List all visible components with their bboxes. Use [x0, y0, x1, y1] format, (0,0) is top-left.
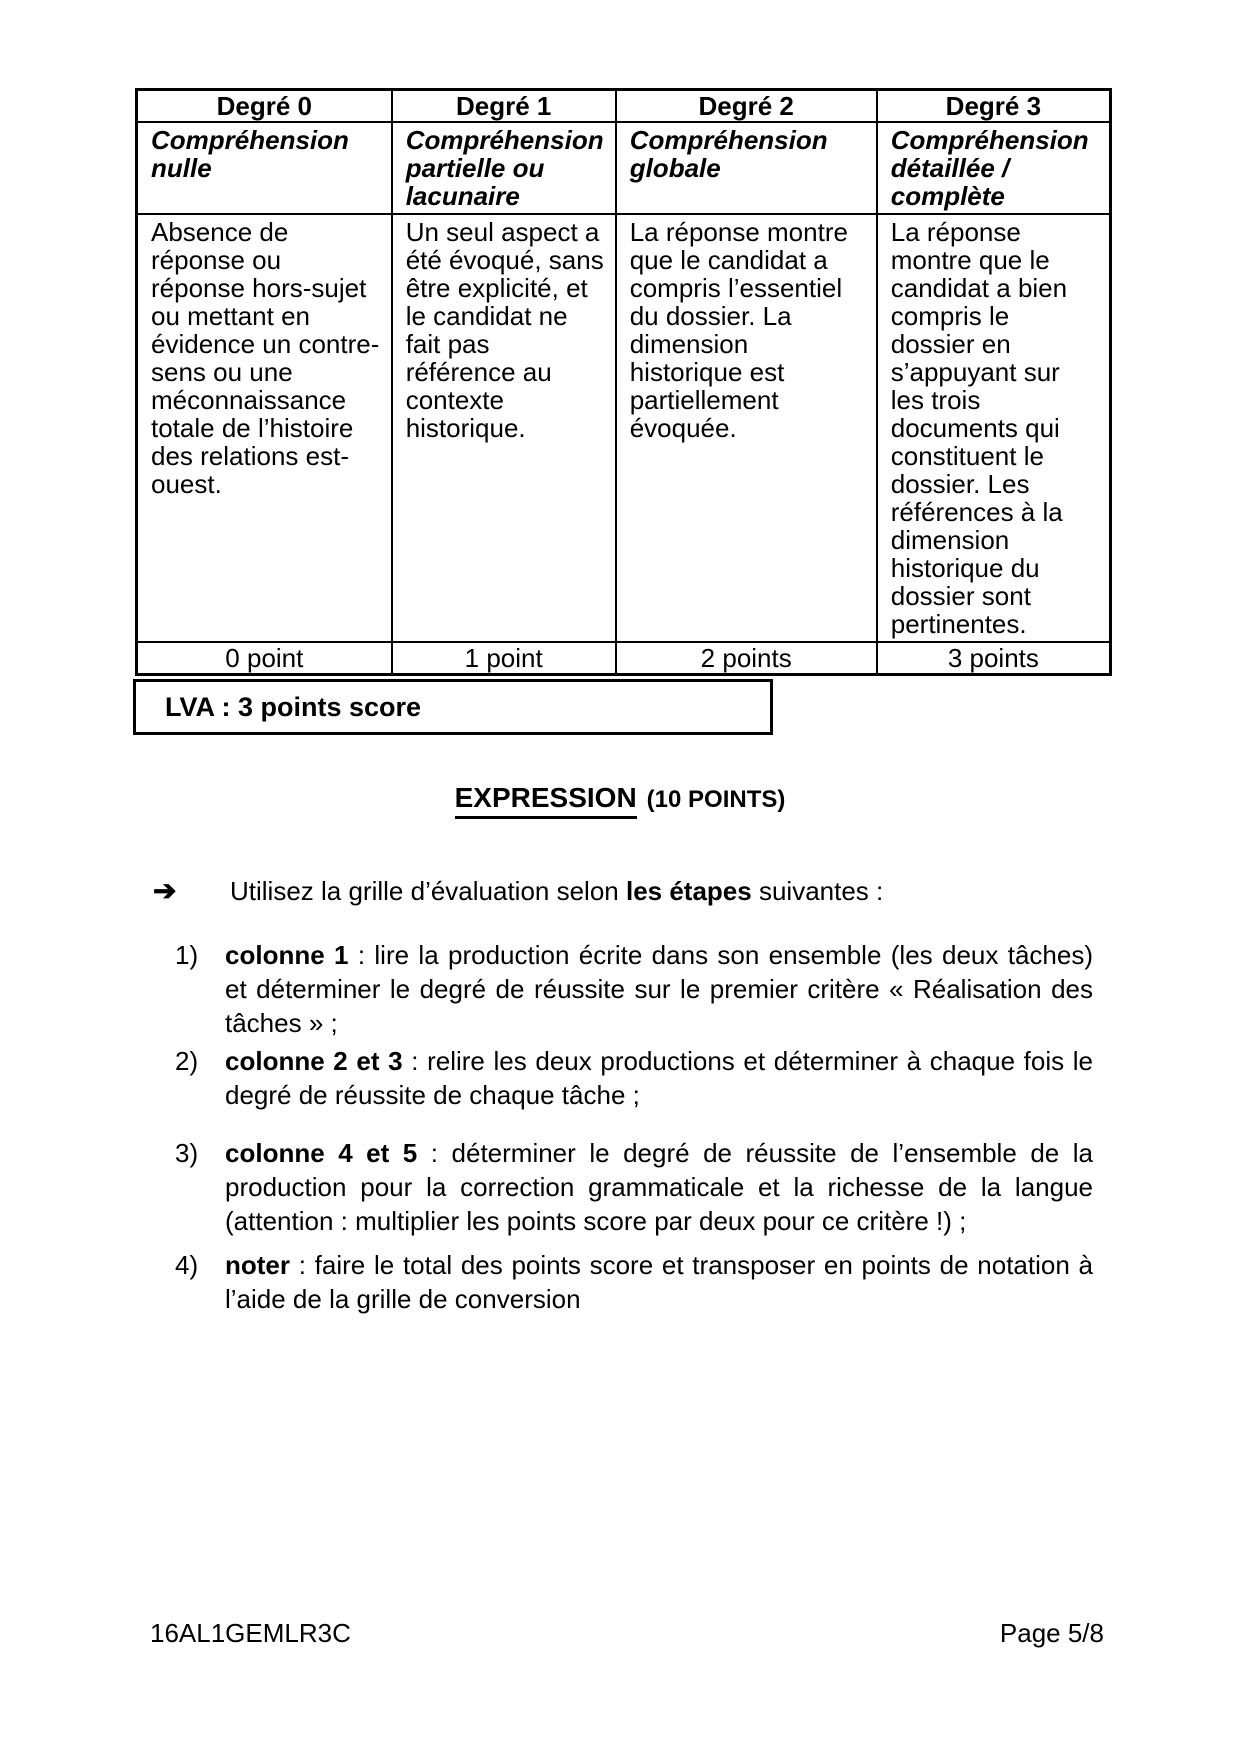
description-row [137, 214, 1111, 642]
page-number: Page 5/8 [999, 1618, 1104, 1648]
step-keyword: colonne 4 et 5 [225, 1138, 418, 1168]
description-cell-degree-0: Absence de réponse ou réponse hors-sujet ou mettant en évidence un contre-sens ou une méconnaissance totale de l’histoire des relations est-ouest. [137, 214, 392, 642]
level-cell-degree-1: Compréhension partielle ou lacunaire [392, 122, 616, 214]
level-cell-degree-3: Compréhension détaillée / complète [877, 122, 1111, 214]
step-item-4 [175, 1248, 1093, 1316]
lva-score-box [133, 679, 773, 735]
step-text: : relire les deux productions et déterminer à chaque fois le degré de réussite de chaque tâche ; [225, 1046, 1093, 1110]
step-text: : lire la production écrite dans son ensemble (les deux tâches) et déterminer le degré de réussite sur le premier critère « Réalisation des tâches » ; [225, 940, 1093, 1038]
step-keyword: noter [225, 1250, 290, 1280]
step-text: : déterminer le degré de réussite de l’ensemble de la production pour la correction grammaticale et la richesse de la langue (attention : multiplier les points score par deux pour ce critère !) ; [225, 1138, 1093, 1236]
arrow-icon: ➔ [153, 875, 177, 906]
comprehension-rubric-table [135, 88, 1112, 676]
level-cell-degree-0: Compréhension nulle [137, 122, 392, 214]
instructions-intro [153, 874, 1103, 908]
degree-3-header: Degré 3 [877, 90, 1111, 123]
step-number: 2) [175, 1046, 199, 1076]
document-code: 16AL1GEMLR3C [150, 1618, 351, 1648]
step-keyword: colonne 1 [225, 940, 349, 970]
step-item-1 [175, 938, 1093, 1040]
description-cell-degree-3: La réponse montre que le candidat a bien compris le dossier en s’appuyant sur les trois documents qui constituent le dossier. Les références à la dimension historique du dossier sont pertinentes. [877, 214, 1111, 642]
step-number: 4) [175, 1250, 199, 1280]
degree-1-header: Degré 1 [392, 90, 616, 123]
section-title-points: (10 POINTS) [646, 786, 786, 813]
points-row [137, 642, 1111, 675]
step-keyword: colonne 2 et 3 [225, 1046, 403, 1076]
degree-2-header: Degré 2 [616, 90, 877, 123]
degree-header-row [137, 90, 1111, 123]
degree-0-header: Degré 0 [137, 90, 392, 123]
intro-text: Utilisez la grille d’évaluation selon les étapes suivantes : [230, 876, 884, 906]
section-title [0, 782, 1240, 814]
description-cell-degree-2: La réponse montre que le candidat a compris l’essentiel du dossier. La dimension historique est partiellement évoquée. [616, 214, 877, 642]
step-item-3 [175, 1136, 1093, 1238]
step-text: : faire le total des points score et transposer en points de notation à l’aide de la grille de conversion [225, 1250, 1093, 1314]
comprehension-level-row [137, 122, 1111, 214]
section-title-text: EXPRESSION [455, 782, 637, 819]
step-number: 3) [175, 1138, 199, 1168]
description-cell-degree-1: Un seul aspect a été évoqué, sans être explicité, et le candidat ne fait pas référence au contexte historique. [392, 214, 616, 642]
points-cell-degree-2: 2 points [616, 642, 877, 675]
lva-score-label: LVA : 3 points score [165, 691, 422, 722]
points-cell-degree-0: 0 point [137, 642, 392, 675]
level-cell-degree-2: Compréhension globale [616, 122, 877, 214]
points-cell-degree-3: 3 points [877, 642, 1111, 675]
step-item-2 [175, 1044, 1093, 1112]
step-number: 1) [175, 940, 199, 970]
points-cell-degree-1: 1 point [392, 642, 616, 675]
